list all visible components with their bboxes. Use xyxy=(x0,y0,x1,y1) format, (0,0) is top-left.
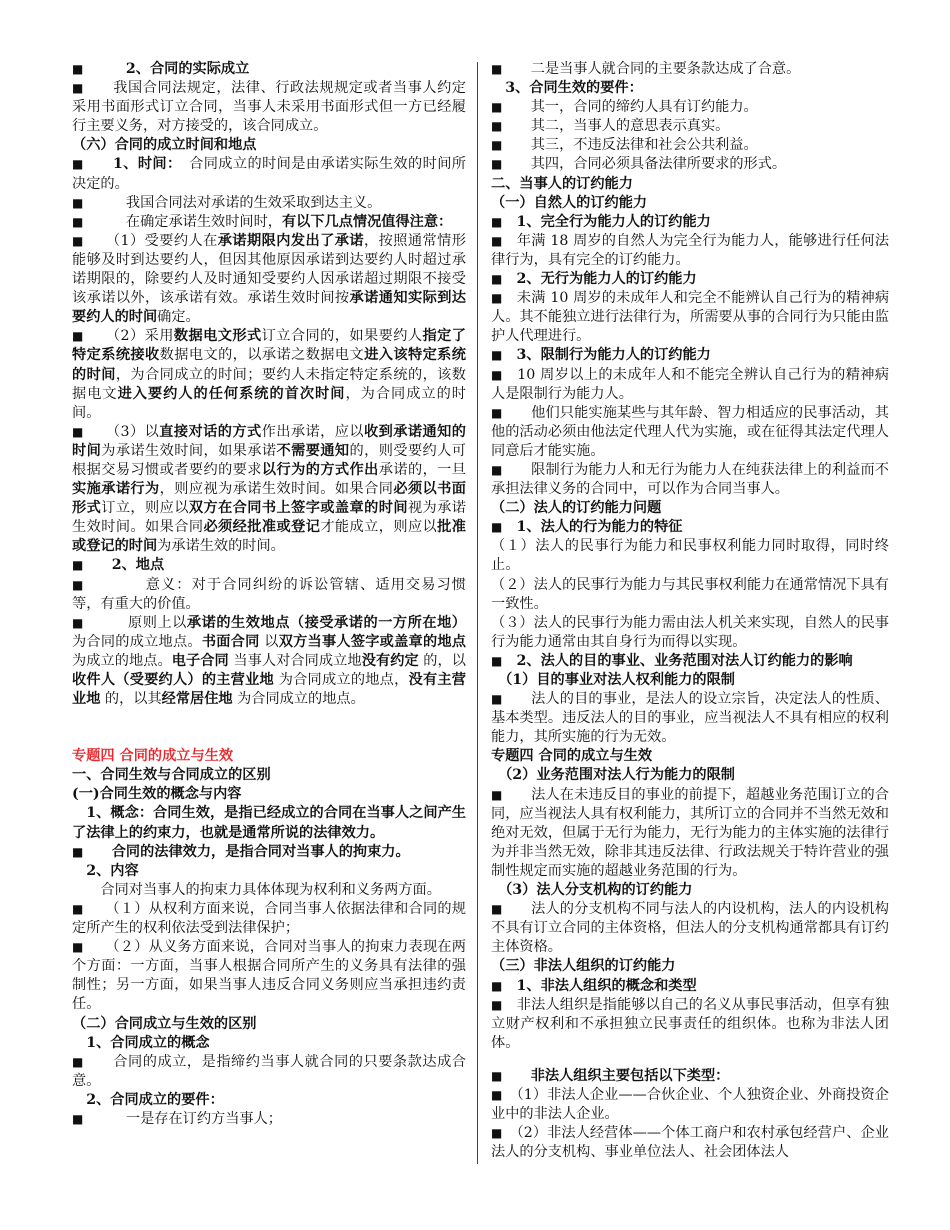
paragraph xyxy=(491,900,889,957)
bullet-square-icon: ■ xyxy=(491,405,503,420)
paragraph xyxy=(491,270,889,289)
bullet-square-icon: ■ xyxy=(491,272,503,287)
paragraph xyxy=(72,900,466,938)
bold-text-run: （一）自然人的订约能力 xyxy=(491,194,648,211)
text-run: 他们只能实施某些与其年龄、智力相适应的民事活动，其他的活动必须由他法定代理人代为实施，或在征得其法定代理人同意后才能实施。 xyxy=(491,404,889,459)
bold-text-run: 不需要通知 xyxy=(276,442,350,459)
paragraph xyxy=(72,423,466,557)
bullet-square-icon: ■ xyxy=(72,577,85,592)
bullet-square-icon: ■ xyxy=(491,462,503,477)
bold-text-run: 3、合同生效的要件： xyxy=(505,80,643,97)
bold-text-run: 非法人组织主要包括以下类型： xyxy=(530,1067,730,1084)
text-run: 为合同成立的地点。 xyxy=(232,691,365,708)
text-run: 年满 18 周岁的自然人为完全行为能力人，能够进行任何法律行为，具有完全的订约能力。 xyxy=(491,232,890,268)
paragraph xyxy=(491,881,889,900)
text-run xyxy=(72,1035,86,1051)
bold-text-run: 书面合同 xyxy=(201,633,260,650)
text-run: 的，以其 xyxy=(100,691,162,708)
paragraph xyxy=(72,232,466,327)
text-run: 的，则受要约人可根据交易习惯或者要约的要求 xyxy=(72,442,466,478)
paragraph xyxy=(491,747,889,766)
bullet-square-icon: ■ xyxy=(491,902,503,917)
paragraph xyxy=(72,194,466,213)
bullet-square-icon: ■ xyxy=(72,233,84,248)
bullet-square-icon: ■ xyxy=(491,348,503,363)
text-run: 承诺的，一旦 xyxy=(378,461,466,478)
text-run xyxy=(84,156,113,172)
paragraph xyxy=(491,766,889,785)
paragraph xyxy=(491,957,889,976)
bullet-square-icon: ■ xyxy=(72,81,84,96)
text-run: 一是存在订约方当事人； xyxy=(83,1110,282,1127)
text-run xyxy=(491,672,505,688)
bold-text-run: 1、法人的行为能力的特征 xyxy=(516,519,683,536)
section-title: 专题四 合同的成立与生效 xyxy=(72,748,234,765)
text-run xyxy=(491,80,505,96)
text-run: ，按照通常情形能够及时到达要约人，但因其他原因承诺到达要约人时超过承诺期限的，除要约人及时通知受要约人因承诺超过期限不接受该承诺以外，该承诺有效。承诺生效时间按 xyxy=(72,232,466,307)
paragraph xyxy=(491,537,889,575)
text-run: 我国合同法规定，法律、行政法规规定或者当事人约定采用书面形式订立合同，当事人未采用书面形式但一方已经履行主要义务，对方接受的，该合同成立。 xyxy=(72,80,466,135)
paragraph xyxy=(491,996,889,1053)
paragraph xyxy=(491,461,889,499)
paragraph xyxy=(491,60,889,79)
bold-text-run: 2、地点 xyxy=(111,557,165,574)
text-run xyxy=(502,653,516,669)
paragraph xyxy=(491,175,889,194)
paragraph xyxy=(491,366,889,404)
text-run xyxy=(502,271,516,287)
bold-text-run: 二、当事人的订约能力 xyxy=(491,175,633,192)
paragraph xyxy=(72,327,466,422)
bold-text-run: 2、法人的目的事业、业务范围对法人订约能力的影响 xyxy=(516,652,853,669)
text-run xyxy=(491,882,505,898)
text-run: 意义：对于合同纠纷的诉讼管辖、适用交易习惯等，有重大的价值。 xyxy=(72,576,466,612)
bold-text-run: 电子合同 xyxy=(171,652,229,669)
bullet-square-icon: ■ xyxy=(72,844,84,859)
text-run: 其一，合同的缔约人具有订约能力。 xyxy=(502,99,758,116)
text-run: ，为合同成立的时间；要约人未指定特定系统的，该数据电文 xyxy=(72,366,466,402)
paragraph xyxy=(72,1110,466,1129)
text-run: ，为合同成立的时间。 xyxy=(72,385,466,421)
text-run xyxy=(72,805,86,821)
bullet-square-icon: ■ xyxy=(72,424,84,439)
paragraph xyxy=(491,1067,889,1086)
text-run: 订立合同的，如果要约人 xyxy=(261,328,423,345)
bold-text-run: 1、时间： xyxy=(112,156,175,173)
bullet-square-icon: ■ xyxy=(491,119,503,134)
text-run: 合同对当事人的拘束力具体体现为权利和义务两方面。 xyxy=(72,881,441,898)
text-run: 数据电文的，以承诺之数据电文 xyxy=(159,347,365,364)
paragraph xyxy=(72,60,466,79)
text-run: 其四，合同必须具备法律所要求的形式。 xyxy=(502,156,787,173)
paragraph xyxy=(72,785,466,804)
paragraph xyxy=(72,614,466,709)
bullet-square-icon: ■ xyxy=(72,329,84,344)
bold-text-run: 必须经批准或登记 xyxy=(203,519,321,536)
paragraph xyxy=(72,843,466,862)
bold-text-run: 必须以书面形式 xyxy=(72,481,466,517)
bold-text-run: 2、合同的实际成立 xyxy=(125,61,250,77)
text-run: ，则应视为承诺生效时间。如果合同 xyxy=(159,481,394,498)
text-run xyxy=(502,978,516,994)
text-run xyxy=(502,347,516,363)
bold-text-run: （六）合同的成立时间和地点 xyxy=(72,137,257,154)
paragraph xyxy=(72,136,466,155)
bold-text-run: 2、内容 xyxy=(86,862,139,879)
text-run: 合同的成立，是指缔约当事人就合同的只要条款达成合意。 xyxy=(72,1053,466,1089)
text-run xyxy=(72,863,86,879)
bullet-square-icon: ■ xyxy=(72,195,84,210)
paragraph xyxy=(491,518,889,537)
paragraph xyxy=(491,346,889,365)
bullet-square-icon: ■ xyxy=(491,997,503,1012)
text-run: 订立，则应以 xyxy=(101,500,189,517)
text-run: 作出承诺，应以 xyxy=(261,423,365,440)
bold-text-run: 进入要约人的任何系统的首次时间 xyxy=(117,385,346,402)
text-run xyxy=(72,1092,86,1108)
paragraph xyxy=(72,79,466,136)
paragraph xyxy=(491,79,889,98)
text-run: 为承诺生效的时间。 xyxy=(157,538,285,555)
bold-text-run: 专题四 合同的成立与生效 xyxy=(491,748,653,765)
text-run: 以 xyxy=(259,633,279,650)
paragraph xyxy=(72,766,466,785)
text-run: 未满 10 周岁的未成年人和完全不能辨认自己行为的精神病人。其不能独立进行法律行为，所需要从事的合同行为只能由监护人代理进行。 xyxy=(491,290,890,345)
text-run: 10 周岁以上的未成年人和不能完全辨认自己行为的精神病人是限制行为能力人。 xyxy=(491,366,889,402)
paragraph xyxy=(72,1015,466,1034)
bold-text-run: 1、完全行为能力人的订约能力 xyxy=(516,213,711,230)
paragraph xyxy=(491,614,889,652)
bullet-square-icon: ■ xyxy=(72,62,84,76)
bullet-square-icon: ■ xyxy=(72,901,84,916)
paragraph xyxy=(72,881,466,900)
bold-text-run: 进入该特定系统的时间 xyxy=(72,347,466,383)
bold-text-run: 2、合同成立的要件： xyxy=(86,1091,224,1108)
text-run: （1）非法人企业——合伙企业、个人独资企业、外商投资企业中的非法人企业。 xyxy=(491,1086,889,1123)
bullet-square-icon: ■ xyxy=(491,100,503,115)
bold-text-run: 收到承诺通知的时间 xyxy=(72,423,466,459)
paragraph xyxy=(72,155,466,193)
paragraph xyxy=(491,1124,889,1162)
bullet-square-icon: ■ xyxy=(491,138,503,153)
bold-text-run: 承诺期限内发出了承诺 xyxy=(217,232,365,249)
bullet-square-icon: ■ xyxy=(491,1068,503,1083)
bold-text-run: 以行为的方式作出 xyxy=(261,461,379,478)
bold-text-run: （2）业务范围对法人行为能力的限制 xyxy=(505,767,735,784)
bold-text-run: （二）法人的订约能力问题 xyxy=(491,500,662,517)
bold-text-run: （二）合同成立与生效的区别 xyxy=(72,1015,257,1032)
paragraph xyxy=(72,556,466,575)
bullet-square-icon: ■ xyxy=(491,62,503,76)
text-run xyxy=(83,61,126,77)
text-run: （1）受要约人在 xyxy=(83,232,218,249)
text-run: 限制行为能力人和无行为能力人在纯获法律上的利益而不承担法律义务的合同中，可以作为合同当事人。 xyxy=(491,461,889,498)
bullet-square-icon: ■ xyxy=(72,1111,84,1126)
paragraph xyxy=(72,1053,466,1091)
bold-text-run: 数据电文形式 xyxy=(173,328,262,345)
text-run xyxy=(502,1068,530,1084)
text-run: （３）法人的民事行为能力需由法人机关来实现，自然人的民事行为能力通常由其自身行为而得以实现。 xyxy=(491,614,889,650)
text-run xyxy=(83,557,111,573)
text-run: 法人的分支机构不同与法人的内设机构，法人的内设机构不具有订立合同的主体资格，但法人的分支机构通常都具有订约主体资格。 xyxy=(491,901,889,956)
bold-text-run: 经常居住地 xyxy=(161,691,233,708)
text-run: 在确定承诺生效时间时， xyxy=(83,213,282,230)
text-run xyxy=(502,214,516,230)
paragraph xyxy=(491,576,889,614)
paragraph xyxy=(491,213,889,232)
paragraph xyxy=(491,232,889,270)
paragraph xyxy=(491,499,889,518)
bold-text-run: 一、合同生效与合同成立的区别 xyxy=(72,767,271,784)
paragraph xyxy=(72,213,466,232)
paragraph xyxy=(491,289,889,346)
paragraph xyxy=(491,155,889,174)
bold-text-run: 1、合同成立的概念 xyxy=(86,1034,210,1051)
text-run: 为合同成立的地点， xyxy=(273,672,409,688)
bold-text-run: 承诺的生效地点（接受承诺的一方所在地） xyxy=(186,614,466,631)
column-divider xyxy=(477,62,478,1164)
right-column xyxy=(491,60,889,1162)
bold-text-run: 承诺通知实际到达要约人的时间 xyxy=(72,290,466,326)
section-spacer xyxy=(491,1053,889,1067)
section-spacer xyxy=(72,709,466,747)
paragraph xyxy=(72,1091,466,1110)
paragraph xyxy=(72,576,466,614)
bold-text-run: 3、限制行为能力人的订约能力 xyxy=(516,347,711,364)
bold-text-run: 实施承诺行为 xyxy=(72,481,160,498)
paragraph xyxy=(72,804,466,842)
bullet-square-icon: ■ xyxy=(72,1054,84,1069)
bullet-square-icon: ■ xyxy=(491,367,503,382)
paragraph xyxy=(72,1034,466,1053)
bullet-square-icon: ■ xyxy=(491,692,503,707)
paragraph xyxy=(491,671,889,690)
paragraph xyxy=(491,117,889,136)
bold-text-run: 有以下几点情况值得注意： xyxy=(281,213,453,230)
bullet-square-icon: ■ xyxy=(491,1126,503,1141)
bullet-square-icon: ■ xyxy=(491,653,503,668)
text-run xyxy=(491,767,505,783)
bullet-square-icon: ■ xyxy=(72,615,84,630)
left-column xyxy=(72,60,466,1129)
bold-text-run: （1）目的事业对法人权利能力的限制 xyxy=(505,672,735,688)
bullet-square-icon: ■ xyxy=(491,978,503,993)
bold-text-run: 合同的法律效力，是指合同对当事人的拘束力。 xyxy=(111,843,410,860)
bold-text-run: 没有主营业地 xyxy=(72,672,466,708)
bold-text-run: 双方在合同书上签字或盖章的时间 xyxy=(188,500,408,517)
bullet-square-icon: ■ xyxy=(491,214,503,229)
bullet-square-icon: ■ xyxy=(72,214,84,229)
text-run: （2）非法人经营体——个体工商户和农村承包经营户、企业法人的分支机构、事业单位法人、社会团体法人 xyxy=(491,1125,889,1161)
bold-text-run: （三）非法人组织的订约能力 xyxy=(491,958,676,975)
bullet-square-icon: ■ xyxy=(491,520,503,535)
paragraph xyxy=(491,1086,889,1124)
text-run: 我国合同法对承诺的生效采取到达主义。 xyxy=(83,194,382,211)
text-run: 视为承诺生效时间。如果合同 xyxy=(72,500,466,536)
text-run: 为成立的地点。 xyxy=(72,652,172,669)
text-run: 为承诺生效时间，如果承诺 xyxy=(101,442,277,459)
paragraph xyxy=(491,977,889,996)
bold-text-run: 直接对话的方式 xyxy=(159,423,262,440)
bullet-square-icon: ■ xyxy=(491,787,503,802)
bullet-square-icon: ■ xyxy=(72,558,84,573)
bold-text-run: (一)合同生效的概念与内容 xyxy=(72,786,242,803)
paragraph xyxy=(491,690,889,747)
text-run xyxy=(502,519,516,535)
bold-text-run: （3）法人分支机构的订约能力 xyxy=(505,882,693,899)
text-run: 当事人对合同成立地 xyxy=(228,652,362,669)
bold-text-run: 没有约定 xyxy=(361,652,419,669)
paragraph xyxy=(491,652,889,671)
text-run: （２）从义务方面来说，合同对当事人的拘束力表现在两个方面：一方面，当事人根据合同所产生的义务具有法律的强制性；另一方面，如果当事人违反合同义务则应当承担违约责任。 xyxy=(72,939,466,1013)
bold-text-run: 收件人（受要约人）的主营业地 xyxy=(72,672,274,688)
text-run: 法人的目的事业，是法人的设立宗旨，决定法人的性质、基本类型。违反法人的目的事业，应当视法人不具有相应的权利能力，其所实施的行为无效。 xyxy=(491,691,889,746)
bold-text-run: 2、无行为能力人的订约能力 xyxy=(516,271,697,288)
text-run: （2）采用 xyxy=(83,328,174,345)
paragraph xyxy=(72,862,466,881)
bullet-square-icon: ■ xyxy=(491,233,503,248)
bold-text-run: 1、非法人组织的概念和类型 xyxy=(516,977,697,994)
text-run: 原则上以 xyxy=(83,614,187,631)
bullet-square-icon: ■ xyxy=(491,291,503,306)
bullet-square-icon: ■ xyxy=(491,1087,503,1102)
bold-text-run: 双方当事人签字或盖章的地点 xyxy=(278,633,466,650)
bold-text-run: 指定了特定系统接收 xyxy=(72,328,466,364)
text-run: 其二，当事人的意思表示真实。 xyxy=(502,118,730,135)
text-run: 才能成立，则应以 xyxy=(320,519,438,536)
paragraph xyxy=(491,194,889,213)
paragraph xyxy=(491,404,889,461)
bullet-square-icon: ■ xyxy=(491,157,503,172)
text-run xyxy=(83,844,111,860)
text-run: （１）从权利方面来说，合同当事人依据法律和合同的规定所产生的权利依法受到法律保护； xyxy=(72,900,466,937)
text-run: （3）以 xyxy=(83,423,160,440)
text-run: 为合同的成立地点。 xyxy=(72,633,202,650)
paragraph xyxy=(491,136,889,155)
bullet-square-icon: ■ xyxy=(72,940,84,955)
text-run: 合同成立的时间是由承诺实际生效的时间所决定的。 xyxy=(72,156,466,192)
bullet-square-icon: ■ xyxy=(72,157,84,172)
text-run: 非法人组织是指能够以自己的名义从事民事活动，但享有独立财产权利和不承担独立民事责任的组织体。也称为非法人团体。 xyxy=(491,996,889,1051)
paragraph xyxy=(491,786,889,881)
text-run: 法人在未违反目的事业的前提下，超越业务范围订立的合同，应当视法人具有权利能力，其所订立的合同并不当然无效和绝对无效，但属于无行为能力，无行为能力的主体实施的法律行为并非当然无效，除非其违反法律、行政法规关于特许营业的强制性规定而实施的超越业务范围的行为。 xyxy=(491,786,889,879)
bold-text-run: 1、概念：合同生效，是指已经成立的合同在当事人之间产生了法律上的约束力，也就是通常所说的法律效力。 xyxy=(72,805,466,841)
paragraph xyxy=(72,938,466,1014)
text-run: 其三，不违反法律和社会公共利益。 xyxy=(502,137,758,154)
text-run: 二是当事人就合同的主要条款达成了合意。 xyxy=(502,61,801,77)
bold-text-run: 批准或登记的时间 xyxy=(72,519,466,555)
paragraph xyxy=(72,747,466,766)
text-run: 的，以 xyxy=(418,652,466,669)
text-run: （２）法人的民事行为能力与其民事权利能力在通常情况下具有一致性。 xyxy=(491,576,889,612)
text-run: （１）法人的民事行为能力和民事权利能力同时取得，同时终止。 xyxy=(491,538,889,574)
text-run: 确定。 xyxy=(157,309,200,326)
paragraph xyxy=(491,98,889,117)
